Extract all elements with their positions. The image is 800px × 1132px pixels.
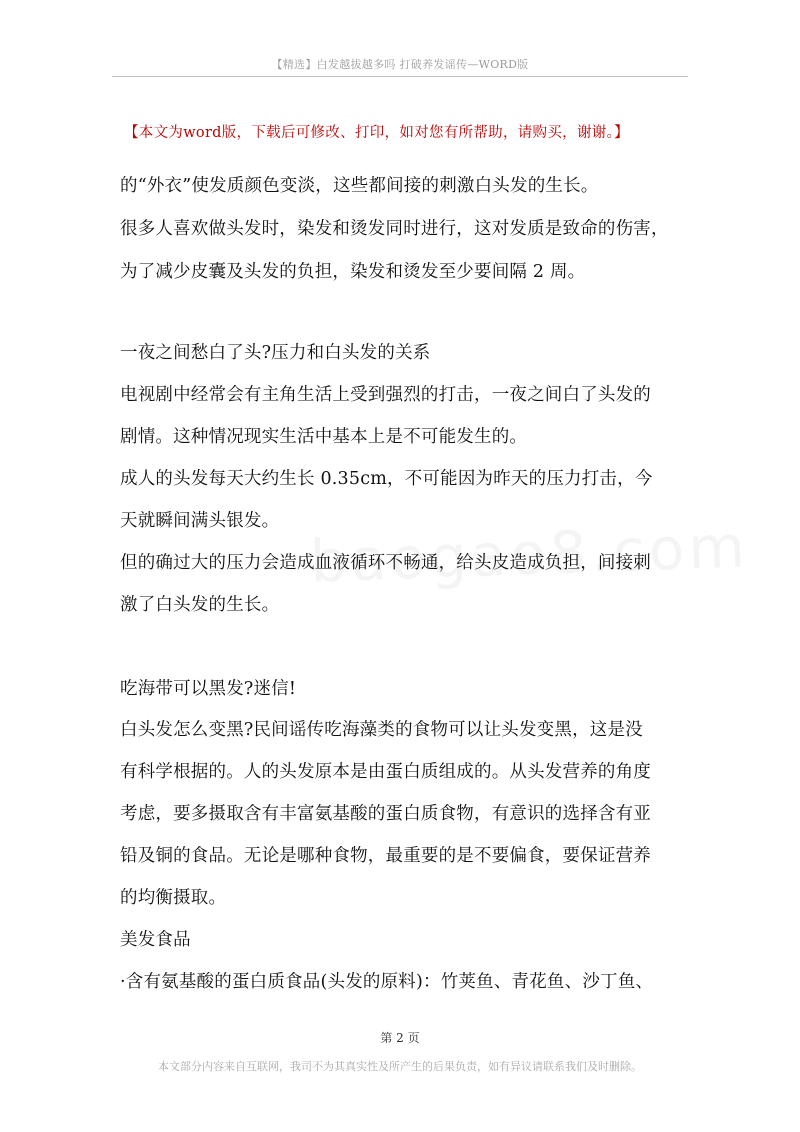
- section-heading: 一夜之间愁白了头?压力和白头发的关系: [120, 343, 431, 363]
- body-line: 天就瞬间满头银发。: [120, 511, 280, 531]
- body-line: ·含有氨基酸的蛋白质食品(头发的原料)：竹荚鱼、青花鱼、沙丁鱼、: [120, 972, 654, 992]
- body-line: 激了白头发的生长。: [120, 595, 280, 615]
- purchase-notice: 【本文为word版，下载后可修改、打印，如对您有所帮助，请购买，谢谢。】: [124, 125, 629, 141]
- page-number: 第 2 页: [380, 1031, 420, 1045]
- body-line: 剧情。这种情况现实生活中基本上是不可能发生的。: [120, 427, 528, 447]
- body-line: 很多人喜欢做头发时，染发和烫发同时进行，这对发质是致命的伤害，: [120, 219, 669, 239]
- body-line: 有科学根据的。人的头发原本是由蛋白质组成的。从头发营养的角度: [120, 762, 651, 782]
- body-line: 为了减少皮囊及头发的负担，染发和烫发至少要间隔 2 周。: [120, 262, 586, 282]
- body-line: 但的确过大的压力会造成血液循环不畅通，给头皮造成负担，间接刺: [120, 553, 651, 573]
- body-line: 考虑，要多摄取含有丰富氨基酸的蛋白质食物，有意识的选择含有亚: [120, 804, 651, 824]
- section-heading: 美发食品: [120, 930, 191, 950]
- section-heading: 吃海带可以黑发?迷信!: [120, 679, 297, 699]
- body-line: 的均衡摄取。: [120, 888, 227, 908]
- body-line: 铅及铜的食品。无论是哪种食物，最重要的是不要偏食，要保证营养: [120, 846, 651, 866]
- body-line: 白头发怎么变黑?民间谣传吃海藻类的食物可以让头发变黑，这是没: [120, 720, 643, 740]
- body-line: 电视剧中经常会有主角生活上受到强烈的打击，一夜之间白了头发的: [120, 385, 651, 405]
- page-footer: 本文部分内容来自互联网，我司不为其真实性及所产生的后果负责，如有异议请联系我们及时删除。: [158, 1060, 642, 1073]
- header-divider: [112, 76, 688, 77]
- page-header: 【精选】白发越拔越多吗 打破养发谣传—WORD版: [271, 58, 529, 71]
- body-line: 的“外衣”使发质颜色变淡，这些都间接的刺激白头发的生长。: [120, 176, 599, 196]
- body-line: 成人的头发每天大约生长 0.35cm，不可能因为昨天的压力打击，今: [120, 469, 653, 489]
